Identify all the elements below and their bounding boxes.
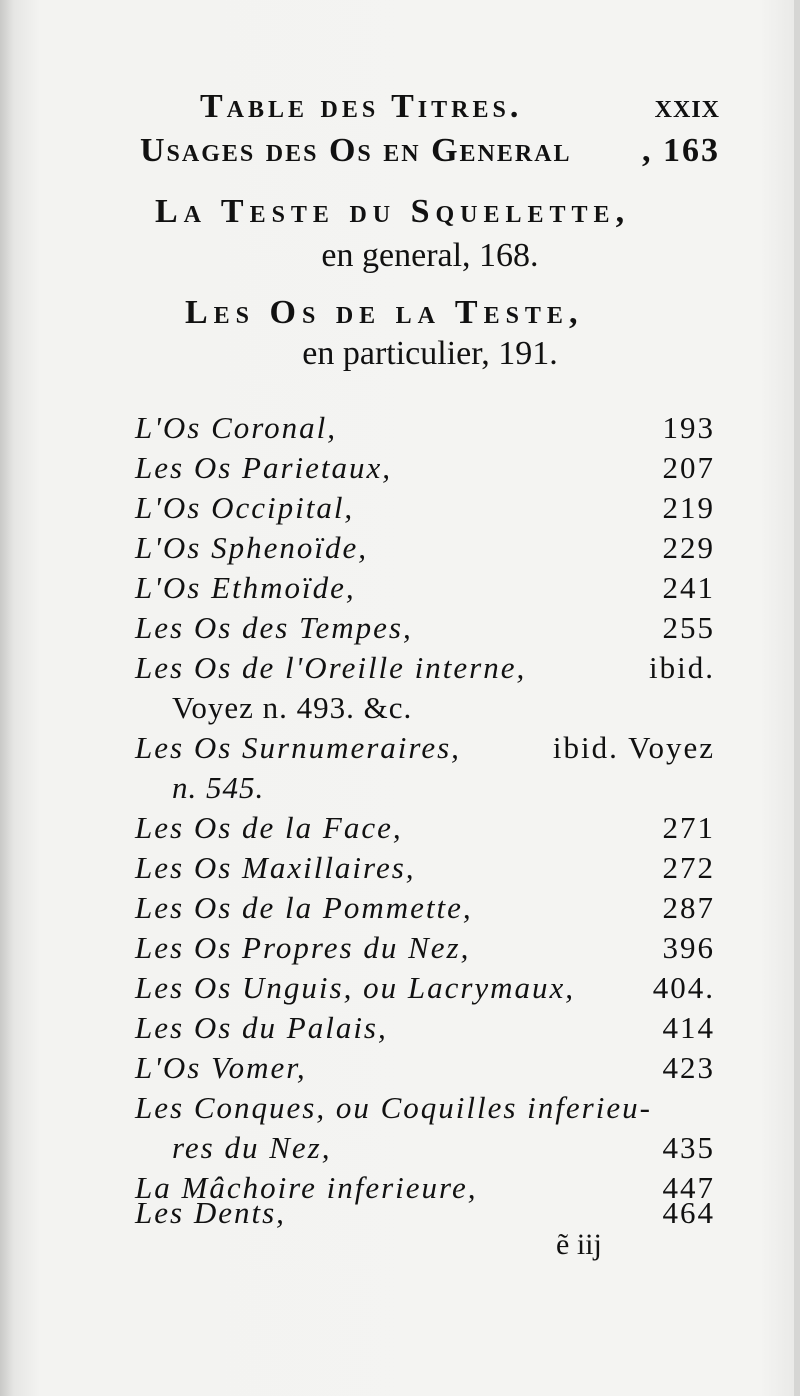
entry-page: 435 xyxy=(662,1130,715,1165)
toc-entry xyxy=(135,490,715,530)
toc-entry xyxy=(135,570,715,610)
toc-entry xyxy=(135,850,715,890)
entry-continuation: n. 545. xyxy=(172,770,265,805)
entry-label: Les Os de l'Oreille interne, xyxy=(135,650,527,685)
entry-page: ibid. xyxy=(649,650,715,685)
entry-page: 464 xyxy=(662,1195,715,1230)
toc-entry xyxy=(135,1010,715,1050)
toc-entry xyxy=(135,1195,715,1235)
entry-label: Les Os de la Pommette, xyxy=(135,890,473,925)
entry-label: Les Os Parietaux, xyxy=(135,450,393,485)
section-subtitle-os-teste: en particulier, 191. xyxy=(302,335,558,372)
entry-label: Les Os de la Face, xyxy=(135,810,403,845)
entry-page: 193 xyxy=(662,410,715,445)
entry-label: Les Os du Palais, xyxy=(135,1010,388,1045)
section-title-teste: La Teste du Squelette, xyxy=(155,193,631,230)
entry-label: Les Os des Tempes, xyxy=(135,610,413,645)
section-title-text: Usages des Os en General xyxy=(140,132,572,169)
entry-label: L'Os Occipital, xyxy=(135,490,355,525)
entry-label: Les Os Maxillaires, xyxy=(135,850,416,885)
entry-page: 255 xyxy=(662,610,715,645)
entry-page: 271 xyxy=(662,810,715,845)
running-head xyxy=(200,88,740,126)
entry-label: Les Os Surnumeraires, xyxy=(135,730,461,765)
entry-label: L'Os Coronal, xyxy=(135,410,338,445)
section-title-usages xyxy=(140,132,720,170)
entry-page: 414 xyxy=(662,1010,715,1045)
toc-entry xyxy=(135,530,715,570)
signature-mark: ẽ iij xyxy=(556,1228,602,1261)
folio: xxix xyxy=(654,88,720,125)
entry-page: 287 xyxy=(662,890,715,925)
toc-entry xyxy=(135,650,715,690)
toc-entry xyxy=(135,810,715,850)
entry-page: 404. xyxy=(652,970,715,1005)
page-edge xyxy=(794,0,800,1396)
entry-page: 272 xyxy=(662,850,715,885)
running-head-title: Table des Titres. xyxy=(200,88,523,125)
toc-entry xyxy=(135,970,715,1010)
toc-entry-continuation xyxy=(172,1130,715,1170)
toc-entry xyxy=(135,1090,715,1130)
entry-continuation: Voyez n. 493. &c. xyxy=(172,690,413,725)
toc-entry xyxy=(135,450,715,490)
section-subtitle-teste: en general, 168. xyxy=(321,237,539,274)
section-page: , 163 xyxy=(642,132,720,169)
entry-page: 219 xyxy=(662,490,715,525)
entry-page: 207 xyxy=(662,450,715,485)
entry-label: Les Os Propres du Nez, xyxy=(135,930,471,965)
toc-entry xyxy=(135,930,715,970)
entry-page: 396 xyxy=(662,930,715,965)
toc-entry xyxy=(135,610,715,650)
entry-label: Les Dents, xyxy=(135,1195,286,1230)
entry-label: L'Os Ethmoïde, xyxy=(135,570,356,605)
entry-page: 241 xyxy=(662,570,715,605)
entry-page: 423 xyxy=(662,1050,715,1085)
toc-entry xyxy=(135,730,715,770)
entry-label: La Mâchoire inferieure, xyxy=(135,1170,478,1205)
entry-page: 229 xyxy=(662,530,715,565)
entry-label: L'Os Vomer, xyxy=(135,1050,307,1085)
entry-label: res du Nez, xyxy=(172,1130,332,1165)
entry-page: ibid. Voyez xyxy=(552,730,715,765)
entry-page: 447 xyxy=(662,1170,715,1205)
toc-entry xyxy=(135,1050,715,1090)
section-title-os-teste: Les Os de la Teste, xyxy=(185,294,584,331)
toc-entry xyxy=(135,890,715,930)
entry-label: L'Os Sphenoïde, xyxy=(135,530,368,565)
entry-label: Les Os Unguis, ou Lacrymaux, xyxy=(135,970,576,1005)
toc-entry xyxy=(135,410,715,450)
entry-label: Les Conques, ou Coquilles inferieu- xyxy=(135,1090,652,1125)
